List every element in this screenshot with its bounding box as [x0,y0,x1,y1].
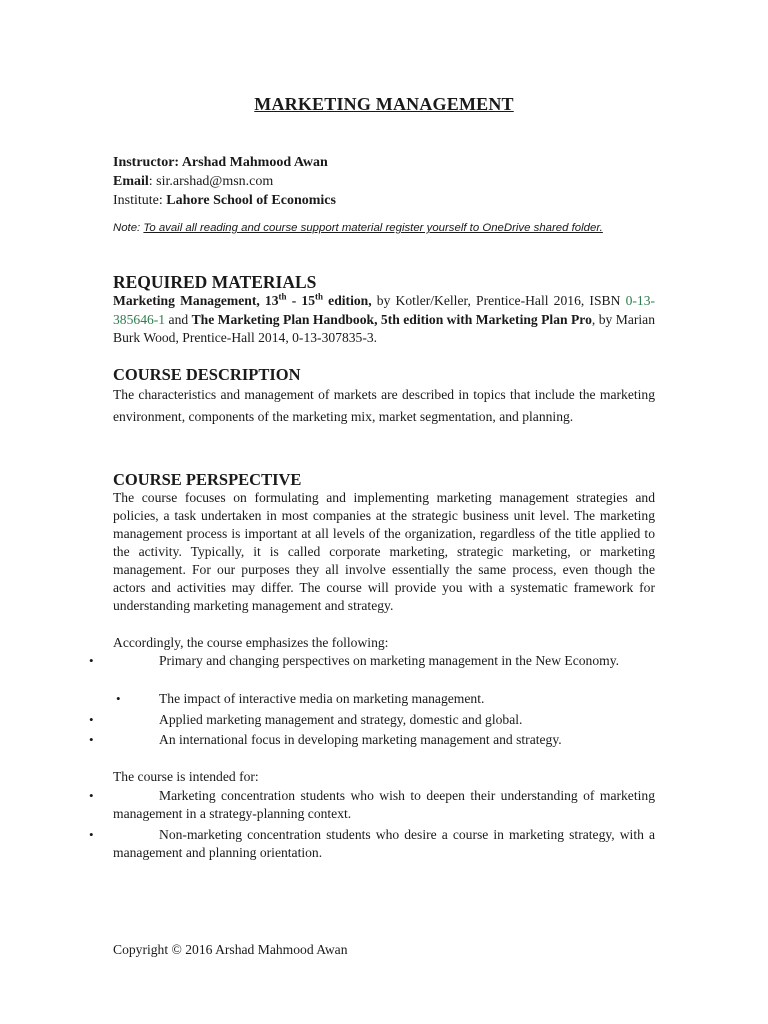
copyright-footer: Copyright © 2016 Arshad Mahmood Awan [113,942,348,957]
bullet-icon: • [89,712,94,727]
email-label: Email [113,174,149,189]
book1-title: Marketing Management, 13 [113,293,279,308]
institute-label: Institute: [113,193,163,208]
required-materials-text [113,292,655,348]
book1-edition: edition, [323,293,372,308]
note [113,220,603,236]
book1-sup1: th [278,291,287,302]
and-text: and [165,311,192,327]
book1-sup2: th [315,291,324,302]
bullet-icon: • [89,788,94,803]
email-value: : sir.arshad@msn.com [148,174,274,189]
bullet-icon: • [89,732,94,747]
bullet-icon: • [89,827,94,842]
note-text: To avail all reading and course support material register yourself to OneDrive shared folder. [143,222,603,234]
course-description-text: The characteristics and management of markets are described in topics that include the marketing environment, components of the marketing mix, market segmentation, and planning. [113,387,655,424]
institute-value: Lahore School of Economics [166,193,336,208]
bullet-icon: • [89,653,94,668]
course-description-heading: COURSE DESCRIPTION [113,365,301,384]
book2-title: The Marketing Plan Handbook, 5th edition with Marketing Plan Pro [191,311,592,327]
emphasis-intro: Accordingly, the course emphasizes the following: [113,635,389,650]
isbn-link[interactable]: 0-13-385646-1 [113,293,656,327]
page-title: MARKETING MANAGEMENT [254,94,514,114]
intended-intro: The course is intended for: [113,769,259,784]
book1-rest: by Kotler/Keller, Prentice-Hall 2016, ISBN [371,293,621,308]
instructor-info [113,153,336,210]
course-perspective-text: The course focuses on formulating and implementing marketing management strategies and policies, a task undertaken in most companies at the strategic business unit level. The marketing management process is important at all levels of the organization, regardless of the title applied to the activity. Typically, it is called corporate marketing, strategic marketing, or marketing management. For our purposes they all involve essentially the same process, even though the actors and activities may differ. The course will provide you with a systematic framework for understanding marketing management and strategy. [113,490,655,613]
required-materials-heading: REQUIRED MATERIALS [113,272,317,292]
bullet-icon: • [116,691,121,706]
instructor-name: Instructor: Arshad Mahmood Awan [113,155,328,170]
note-prefix: Note: [113,222,141,234]
course-perspective-heading: COURSE PERSPECTIVE [113,470,302,489]
book2-rest: , by Marian Burk Wood, Prentice-Hall 2014, 0-13-307835-3. [113,311,655,345]
book1-dash: - 15 [286,293,315,308]
